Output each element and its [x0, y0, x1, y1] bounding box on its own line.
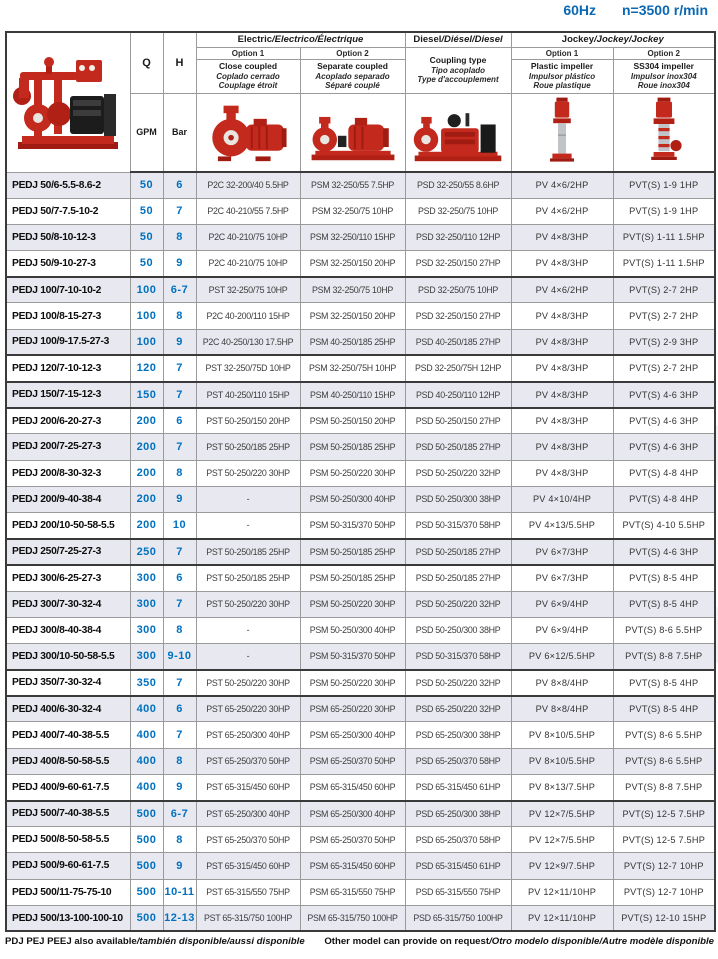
cell-h: 9	[163, 251, 196, 277]
table-row	[6, 670, 715, 696]
cell-q: 300	[130, 643, 163, 669]
cell-diesel: PSD 50-315/370 58HP	[405, 643, 511, 669]
cell-diesel: PSD 50-250/185 27HP	[405, 565, 511, 591]
cell-h: 7	[163, 722, 196, 748]
cell-q: 400	[130, 696, 163, 722]
table-row	[6, 224, 715, 250]
cell-jockey2: PVT(S) 12-5 7.5HP	[613, 827, 715, 853]
cell-jockey2: PVT(S) 8-5 4HP	[613, 591, 715, 617]
cell-q: 200	[130, 408, 163, 434]
cell-electric2: PSM 32-250/75 10HP	[300, 277, 405, 303]
cell-electric1: -	[196, 486, 300, 512]
cell-h: 10-11	[163, 879, 196, 905]
cell-h: 7	[163, 539, 196, 565]
cell-electric1: PST 50-250/150 20HP	[196, 408, 300, 434]
cell-model: PEDJ 50/9-10-27-3	[6, 251, 130, 277]
cell-diesel: PSD 65-250/370 58HP	[405, 827, 511, 853]
cell-diesel: PSD 65-250/300 38HP	[405, 722, 511, 748]
cell-diesel: PSD 32-250/110 12HP	[405, 224, 511, 250]
cell-jockey1: PV 4×8/3HP	[511, 434, 613, 460]
table-row	[6, 905, 715, 931]
table-row	[6, 303, 715, 329]
cell-jockey1: PV 4×8/3HP	[511, 408, 613, 434]
cell-q: 100	[130, 303, 163, 329]
unit-gpm: GPM	[130, 93, 163, 172]
cell-electric1: PST 65-315/550 75HP	[196, 879, 300, 905]
cell-diesel: PSD 32-250/150 27HP	[405, 303, 511, 329]
cell-diesel: PSD 65-250/370 58HP	[405, 748, 511, 774]
cell-electric2: PSM 32-250/75H 10HP	[300, 355, 405, 381]
cell-model: PEDJ 500/9-60-61-7.5	[6, 853, 130, 879]
cell-jockey1: PV 8×8/4HP	[511, 670, 613, 696]
cell-jockey1: PV 12×7/5.5HP	[511, 801, 613, 827]
cell-electric1: PST 32-250/75D 10HP	[196, 355, 300, 381]
cell-model: PEDJ 400/6-30-32-4	[6, 696, 130, 722]
cell-h: 8	[163, 303, 196, 329]
cell-jockey2: PVT(S) 4-6 3HP	[613, 382, 715, 408]
cell-electric1: PST 50-250/220 30HP	[196, 670, 300, 696]
cell-electric2: PSM 65-315/450 60HP	[300, 853, 405, 879]
table-row	[6, 434, 715, 460]
footer-notes	[5, 936, 714, 947]
cell-h: 9	[163, 774, 196, 800]
cell-model: PEDJ 500/11-75-75-10	[6, 879, 130, 905]
cell-model: PEDJ 300/7-30-32-4	[6, 591, 130, 617]
cell-q: 50	[130, 198, 163, 224]
cell-h: 6-7	[163, 801, 196, 827]
cell-jockey2: PVT(S) 1-9 1HP	[613, 172, 715, 198]
table-row	[6, 277, 715, 303]
cell-jockey1: PV 12×11/10HP	[511, 905, 613, 931]
cell-electric1: PST 65-250/300 40HP	[196, 722, 300, 748]
cell-jockey2: PVT(S) 1-11 1.5HP	[613, 251, 715, 277]
frequency-label: 60Hz	[563, 2, 596, 18]
cell-h: 7	[163, 670, 196, 696]
cell-jockey1: PV 4×10/4HP	[511, 486, 613, 512]
diesel-coupled-pump-image	[409, 100, 507, 164]
cell-jockey2: PVT(S) 2-7 2HP	[613, 303, 715, 329]
cell-q: 500	[130, 827, 163, 853]
cell-h: 9	[163, 486, 196, 512]
cell-electric1: PST 65-250/220 30HP	[196, 696, 300, 722]
cell-electric1: PST 65-250/370 50HP	[196, 827, 300, 853]
cell-jockey2: PVT(S) 8-6 5.5HP	[613, 722, 715, 748]
cell-electric1: PST 40-250/110 15HP	[196, 382, 300, 408]
electric-option1-header: Option 1	[196, 47, 300, 59]
cell-electric2: PSM 50-315/370 50HP	[300, 512, 405, 538]
table-row	[6, 827, 715, 853]
cell-jockey2: PVT(S) 12-7 10HP	[613, 879, 715, 905]
cell-electric1: P2C 40-250/130 17.5HP	[196, 329, 300, 355]
close-coupled-pump-image	[201, 100, 295, 164]
unit-bar: Bar	[163, 93, 196, 172]
cell-model: PEDJ 150/7-15-12-3	[6, 382, 130, 408]
cell-diesel: PSD 32-250/75H 12HP	[405, 355, 511, 381]
cell-model: PEDJ 200/6-20-27-3	[6, 408, 130, 434]
group-header-jockey: Jockey/Jockey/Jockey	[511, 32, 715, 47]
cell-q: 100	[130, 329, 163, 355]
table-row	[6, 460, 715, 486]
cell-jockey2: PVT(S) 8-5 4HP	[613, 670, 715, 696]
cell-q: 250	[130, 539, 163, 565]
diesel-coupled-pump-photo	[405, 93, 511, 172]
cell-model: PEDJ 400/8-50-58-5.5	[6, 748, 130, 774]
cell-electric2: PSM 65-250/370 50HP	[300, 827, 405, 853]
cell-q: 500	[130, 905, 163, 931]
cell-electric1: PST 50-250/185 25HP	[196, 434, 300, 460]
cell-q: 50	[130, 172, 163, 198]
cell-electric1: PST 65-250/300 40HP	[196, 801, 300, 827]
cell-electric2: PSM 32-250/75 10HP	[300, 198, 405, 224]
cell-model: PEDJ 120/7-10-12-3	[6, 355, 130, 381]
cell-electric2: PSM 65-315/450 60HP	[300, 774, 405, 800]
cell-electric1: PST 50-250/185 25HP	[196, 539, 300, 565]
cell-electric1: PST 50-250/220 30HP	[196, 591, 300, 617]
cell-diesel: PSD 50-250/220 32HP	[405, 591, 511, 617]
diesel-description: Coupling type Tipo acoplado Type d'accouplement	[405, 47, 511, 93]
cell-q: 500	[130, 879, 163, 905]
cell-h: 6-7	[163, 277, 196, 303]
cell-model: PEDJ 500/7-40-38-5.5	[6, 801, 130, 827]
cell-jockey1: PV 8×10/5.5HP	[511, 748, 613, 774]
cell-jockey1: PV 4×8/3HP	[511, 329, 613, 355]
cell-jockey1: PV 4×13/5.5HP	[511, 512, 613, 538]
cell-model: PEDJ 250/7-25-27-3	[6, 539, 130, 565]
cell-model: PEDJ 50/7-7.5-10-2	[6, 198, 130, 224]
cell-electric1: -	[196, 617, 300, 643]
jockey-option2-header: Option 2	[613, 47, 715, 59]
cell-diesel: PSD 50-315/370 58HP	[405, 512, 511, 538]
cell-diesel: PSD 65-250/300 38HP	[405, 801, 511, 827]
cell-h: 8	[163, 617, 196, 643]
plastic-impeller-description: Plastic impeller Impulsor plástico Roue plastique	[511, 59, 613, 93]
group-header-electric: Electric/Electrico/Électrique	[196, 32, 405, 47]
cell-h: 9-10	[163, 643, 196, 669]
cell-model: PEDJ 100/7-10-10-2	[6, 277, 130, 303]
column-header-q: Q	[130, 32, 163, 93]
cell-h: 9	[163, 329, 196, 355]
cell-q: 200	[130, 434, 163, 460]
cell-model: PEDJ 50/6-5.5-8.6-2	[6, 172, 130, 198]
cell-jockey1: PV 4×6/2HP	[511, 172, 613, 198]
table-row	[6, 643, 715, 669]
cell-model: PEDJ 100/9-17.5-27-3	[6, 329, 130, 355]
cell-electric2: PSM 32-250/55 7.5HP	[300, 172, 405, 198]
cell-electric2: PSM 50-250/220 30HP	[300, 591, 405, 617]
cell-h: 7	[163, 382, 196, 408]
cell-model: PEDJ 350/7-30-32-4	[6, 670, 130, 696]
cell-electric1: PST 32-250/75 10HP	[196, 277, 300, 303]
vertical-jockey-pump-photo	[511, 93, 613, 172]
cell-h: 7	[163, 591, 196, 617]
table-row	[6, 512, 715, 538]
cell-h: 7	[163, 198, 196, 224]
cell-electric2: PSM 65-250/300 40HP	[300, 722, 405, 748]
cell-electric2: PSM 50-250/220 30HP	[300, 670, 405, 696]
cell-jockey1: PV 4×6/2HP	[511, 198, 613, 224]
table-row	[6, 172, 715, 198]
cell-jockey1: PV 4×6/2HP	[511, 277, 613, 303]
cell-q: 50	[130, 251, 163, 277]
cell-electric2: PSM 50-250/185 25HP	[300, 565, 405, 591]
table-row	[6, 617, 715, 643]
separate-coupled-pump-photo	[300, 93, 405, 172]
table-row	[6, 565, 715, 591]
cell-h: 6	[163, 696, 196, 722]
cell-jockey1: PV 6×7/3HP	[511, 565, 613, 591]
cell-electric1: P2C 40-200/110 15HP	[196, 303, 300, 329]
cell-jockey2: PVT(S) 8-8 7.5HP	[613, 774, 715, 800]
cell-jockey1: PV 6×9/4HP	[511, 617, 613, 643]
cell-electric2: PSM 40-250/110 15HP	[300, 382, 405, 408]
ss304-impeller-description: SS304 impeller Impulsor inox304 Roue inox304	[613, 59, 715, 93]
cell-h: 8	[163, 827, 196, 853]
cell-model: PEDJ 400/9-60-61-7.5	[6, 774, 130, 800]
table-row	[6, 382, 715, 408]
cell-model: PEDJ 300/8-40-38-4	[6, 617, 130, 643]
cell-q: 300	[130, 591, 163, 617]
table-row	[6, 748, 715, 774]
cell-h: 7	[163, 434, 196, 460]
cell-q: 50	[130, 224, 163, 250]
ss304-jockey-pump-photo	[613, 93, 715, 172]
cell-model: PEDJ 200/9-40-38-4	[6, 486, 130, 512]
cell-model: PEDJ 300/6-25-27-3	[6, 565, 130, 591]
cell-jockey1: PV 4×8/3HP	[511, 355, 613, 381]
cell-jockey1: PV 6×7/3HP	[511, 539, 613, 565]
table-row	[6, 722, 715, 748]
cell-jockey1: PV 4×8/3HP	[511, 303, 613, 329]
cell-jockey2: PVT(S) 4-6 3HP	[613, 408, 715, 434]
vertical-jockey-pump-image	[542, 96, 582, 168]
cell-diesel: PSD 40-250/185 27HP	[405, 329, 511, 355]
cell-jockey2: PVT(S) 8-6 5.5HP	[613, 748, 715, 774]
cell-electric1: PST 65-250/370 50HP	[196, 748, 300, 774]
cell-jockey1: PV 4×8/3HP	[511, 382, 613, 408]
cell-electric2: PSM 32-250/110 15HP	[300, 224, 405, 250]
cell-jockey2: PVT(S) 4-6 3HP	[613, 539, 715, 565]
cell-jockey1: PV 8×10/5.5HP	[511, 722, 613, 748]
cell-electric1: PST 50-250/185 25HP	[196, 565, 300, 591]
cell-electric2: PSM 50-250/185 25HP	[300, 539, 405, 565]
cell-electric2: PSM 50-315/370 50HP	[300, 643, 405, 669]
cell-q: 150	[130, 382, 163, 408]
cell-h: 6	[163, 172, 196, 198]
cell-model: PEDJ 300/10-50-58-5.5	[6, 643, 130, 669]
cell-jockey1: PV 8×8/4HP	[511, 696, 613, 722]
cell-jockey2: PVT(S) 8-5 4HP	[613, 565, 715, 591]
footer-right-note: Other model can provide on request/Otro modelo disponible/Autre modèle disponible	[324, 936, 714, 947]
table-row	[6, 853, 715, 879]
cell-model: PEDJ 100/8-15-27-3	[6, 303, 130, 329]
cell-model: PEDJ 400/7-40-38-5.5	[6, 722, 130, 748]
cell-h: 8	[163, 224, 196, 250]
cell-jockey2: PVT(S) 4-10 5.5HP	[613, 512, 715, 538]
cell-q: 120	[130, 355, 163, 381]
cell-jockey2: PVT(S) 12-10 15HP	[613, 905, 715, 931]
cell-electric2: PSM 40-250/185 25HP	[300, 329, 405, 355]
speed-label: n=3500 r/min	[622, 2, 708, 18]
cell-model: PEDJ 500/8-50-58-5.5	[6, 827, 130, 853]
cell-h: 10	[163, 512, 196, 538]
group-header-diesel: Diesel/Diésel/Diesel	[405, 32, 511, 47]
cell-q: 300	[130, 617, 163, 643]
cell-jockey1: PV 6×12/5.5HP	[511, 643, 613, 669]
cell-jockey2: PVT(S) 2-9 3HP	[613, 329, 715, 355]
cell-electric2: PSM 65-250/300 40HP	[300, 801, 405, 827]
cell-jockey2: PVT(S) 8-5 4HP	[613, 696, 715, 722]
cell-model: PEDJ 50/8-10-12-3	[6, 224, 130, 250]
separate-coupled-description: Separate coupled Acoplado separado Séparé couplé	[300, 59, 405, 93]
cell-jockey1: PV 4×8/3HP	[511, 224, 613, 250]
cell-electric2: PSM 50-250/220 30HP	[300, 460, 405, 486]
cell-diesel: PSD 50-250/185 27HP	[405, 539, 511, 565]
cell-electric2: PSM 65-250/220 30HP	[300, 696, 405, 722]
cell-jockey1: PV 4×8/3HP	[511, 251, 613, 277]
fire-pump-package-image	[10, 38, 126, 166]
cell-electric2: PSM 65-315/750 100HP	[300, 905, 405, 931]
table-row	[6, 879, 715, 905]
table-row	[6, 539, 715, 565]
cell-jockey2: PVT(S) 12-7 10HP	[613, 853, 715, 879]
cell-electric2: PSM 32-250/150 20HP	[300, 251, 405, 277]
cell-diesel: PSD 50-250/300 38HP	[405, 617, 511, 643]
jockey-option1-header: Option 1	[511, 47, 613, 59]
electric-option2-header: Option 2	[300, 47, 405, 59]
cell-model: PEDJ 200/7-25-27-3	[6, 434, 130, 460]
table-row	[6, 774, 715, 800]
cell-diesel: PSD 50-250/185 27HP	[405, 434, 511, 460]
cell-q: 100	[130, 277, 163, 303]
cell-electric1: PST 65-315/450 60HP	[196, 774, 300, 800]
cell-diesel: PSD 32-250/75 10HP	[405, 198, 511, 224]
table-row	[6, 251, 715, 277]
cell-jockey1: PV 12×9/7.5HP	[511, 853, 613, 879]
cell-electric1: PST 65-315/750 100HP	[196, 905, 300, 931]
cell-h: 9	[163, 853, 196, 879]
cell-jockey2: PVT(S) 8-6 5.5HP	[613, 617, 715, 643]
cell-diesel: PSD 32-250/75 10HP	[405, 277, 511, 303]
cell-h: 12-13	[163, 905, 196, 931]
cell-q: 400	[130, 774, 163, 800]
cell-jockey2: PVT(S) 4-6 3HP	[613, 434, 715, 460]
cell-jockey2: PVT(S) 4-8 4HP	[613, 460, 715, 486]
cell-electric2: PSM 65-315/550 75HP	[300, 879, 405, 905]
cell-jockey1: PV 8×13/7.5HP	[511, 774, 613, 800]
cell-diesel: PSD 65-315/750 100HP	[405, 905, 511, 931]
speed-frequency-note	[563, 2, 708, 18]
cell-electric1: P2C 40-210/75 10HP	[196, 224, 300, 250]
cell-diesel: PSD 65-315/550 75HP	[405, 879, 511, 905]
close-coupled-description: Close coupled Coplado cerrado Couplage étroit	[196, 59, 300, 93]
cell-diesel: PSD 65-315/450 61HP	[405, 853, 511, 879]
cell-h: 6	[163, 565, 196, 591]
cell-electric1: P2C 40-210/75 10HP	[196, 251, 300, 277]
cell-jockey2: PVT(S) 12-5 7.5HP	[613, 801, 715, 827]
cell-diesel: PSD 65-315/450 61HP	[405, 774, 511, 800]
table-row	[6, 329, 715, 355]
table-row	[6, 198, 715, 224]
cell-diesel: PSD 32-250/150 27HP	[405, 251, 511, 277]
table-row	[6, 591, 715, 617]
cell-electric2: PSM 32-250/150 20HP	[300, 303, 405, 329]
cell-diesel: PSD 65-250/220 32HP	[405, 696, 511, 722]
close-coupled-pump-photo	[196, 93, 300, 172]
cell-jockey1: PV 4×8/3HP	[511, 460, 613, 486]
cell-h: 8	[163, 748, 196, 774]
cell-jockey2: PVT(S) 8-8 7.5HP	[613, 643, 715, 669]
cell-q: 350	[130, 670, 163, 696]
cell-electric2: PSM 50-250/300 40HP	[300, 486, 405, 512]
cell-electric1: PST 65-315/450 60HP	[196, 853, 300, 879]
table-row	[6, 408, 715, 434]
footer-left-note: PDJ PEJ PEEJ also available/también disponible/aussi disponible	[5, 936, 305, 947]
ss304-jockey-pump-image	[641, 96, 687, 168]
cell-electric2: PSM 65-250/370 50HP	[300, 748, 405, 774]
cell-q: 500	[130, 801, 163, 827]
cell-jockey1: PV 12×7/5.5HP	[511, 827, 613, 853]
cell-diesel: PSD 50-250/220 32HP	[405, 460, 511, 486]
cell-diesel: PSD 50-250/150 27HP	[405, 408, 511, 434]
cell-electric2: PSM 50-250/185 25HP	[300, 434, 405, 460]
cell-jockey2: PVT(S) 2-7 2HP	[613, 355, 715, 381]
cell-jockey1: PV 6×9/4HP	[511, 591, 613, 617]
cell-q: 400	[130, 748, 163, 774]
cell-jockey2: PVT(S) 4-8 4HP	[613, 486, 715, 512]
fire-pump-package-photo	[6, 32, 130, 172]
cell-electric1: -	[196, 643, 300, 669]
table-row	[6, 801, 715, 827]
cell-q: 500	[130, 853, 163, 879]
cell-h: 6	[163, 408, 196, 434]
cell-q: 300	[130, 565, 163, 591]
cell-jockey1: PV 12×11/10HP	[511, 879, 613, 905]
table-row	[6, 696, 715, 722]
cell-model: PEDJ 500/13-100-100-10	[6, 905, 130, 931]
spec-table-body	[6, 172, 715, 931]
cell-q: 200	[130, 460, 163, 486]
column-header-h: H	[163, 32, 196, 93]
cell-jockey2: PVT(S) 1-11 1.5HP	[613, 224, 715, 250]
cell-electric2: PSM 50-250/300 40HP	[300, 617, 405, 643]
cell-electric1: P2C 32-200/40 5.5HP	[196, 172, 300, 198]
cell-electric2: PSM 50-250/150 20HP	[300, 408, 405, 434]
cell-diesel: PSD 50-250/220 32HP	[405, 670, 511, 696]
cell-diesel: PSD 50-250/300 38HP	[405, 486, 511, 512]
cell-model: PEDJ 200/10-50-58-5.5	[6, 512, 130, 538]
cell-h: 7	[163, 355, 196, 381]
cell-jockey2: PVT(S) 1-9 1HP	[613, 198, 715, 224]
cell-electric1: P2C 40-210/55 7.5HP	[196, 198, 300, 224]
cell-electric1: PST 50-250/220 30HP	[196, 460, 300, 486]
cell-q: 400	[130, 722, 163, 748]
cell-q: 200	[130, 486, 163, 512]
separate-coupled-pump-image	[305, 100, 401, 164]
cell-diesel: PSD 40-250/110 12HP	[405, 382, 511, 408]
cell-model: PEDJ 200/8-30-32-3	[6, 460, 130, 486]
cell-q: 200	[130, 512, 163, 538]
cell-electric1: -	[196, 512, 300, 538]
cell-h: 8	[163, 460, 196, 486]
table-row	[6, 486, 715, 512]
cell-diesel: PSD 32-250/55 8.6HP	[405, 172, 511, 198]
pump-spec-table	[5, 31, 716, 932]
table-row	[6, 355, 715, 381]
cell-jockey2: PVT(S) 2-7 2HP	[613, 277, 715, 303]
